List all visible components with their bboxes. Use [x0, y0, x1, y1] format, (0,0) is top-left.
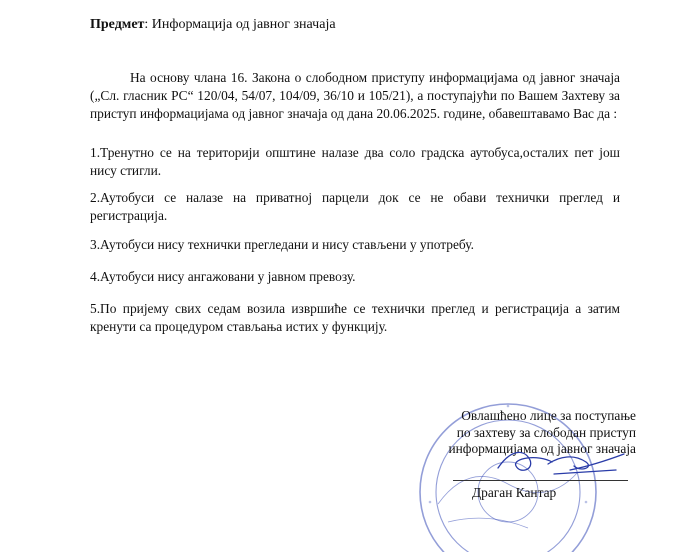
handwritten-signature [490, 440, 630, 480]
list-item-5: 5.По пријему свих седам возила извршиће се технички преглед и регистрација а затим кренути са процедуром стављања истих у функцију. [90, 301, 620, 335]
signature-title-line-1: Овлашћено лице за поступање [461, 408, 636, 423]
subject-text: : Информација од јавног значаја [144, 17, 336, 32]
list-item-3: 3.Аутобуси нису технички прегледани и нису стављени у употребу. [90, 237, 474, 252]
signature-title-line-2: по захтеву за слободан приступ [456, 424, 636, 440]
list-item-2: 2.Аутобуси се налазе на приватној парцели док се не обави технички преглед и регистрација. [90, 190, 620, 224]
subject-line [90, 16, 336, 34]
list-item-1: 1.Тренутно се на територији општине налазе два соло градска аутобуса,осталих пет још нису стигли. [90, 145, 620, 179]
signatory-name: Драган Кантар [472, 485, 557, 500]
list-item-4: 4.Аутобуси нису ангажовани у јавном превозу. [90, 269, 356, 284]
subject-label: Предмет [90, 17, 145, 32]
signature-line [453, 480, 628, 481]
signature-title-line-3: информацијама од јавног значаја [448, 441, 636, 456]
intro-paragraph: На основу члана 16. Закона о слободном приступу информацијама од јавног значаја („Сл. гласник РС“ 120/04, 54/07, 104/09, 36/10 и 105/21), а поступајући по Вашем Захтеву за приступ информацијама од јавног значаја од дана 20.06.2025. године, обавештавамо Вас да : [90, 70, 620, 122]
